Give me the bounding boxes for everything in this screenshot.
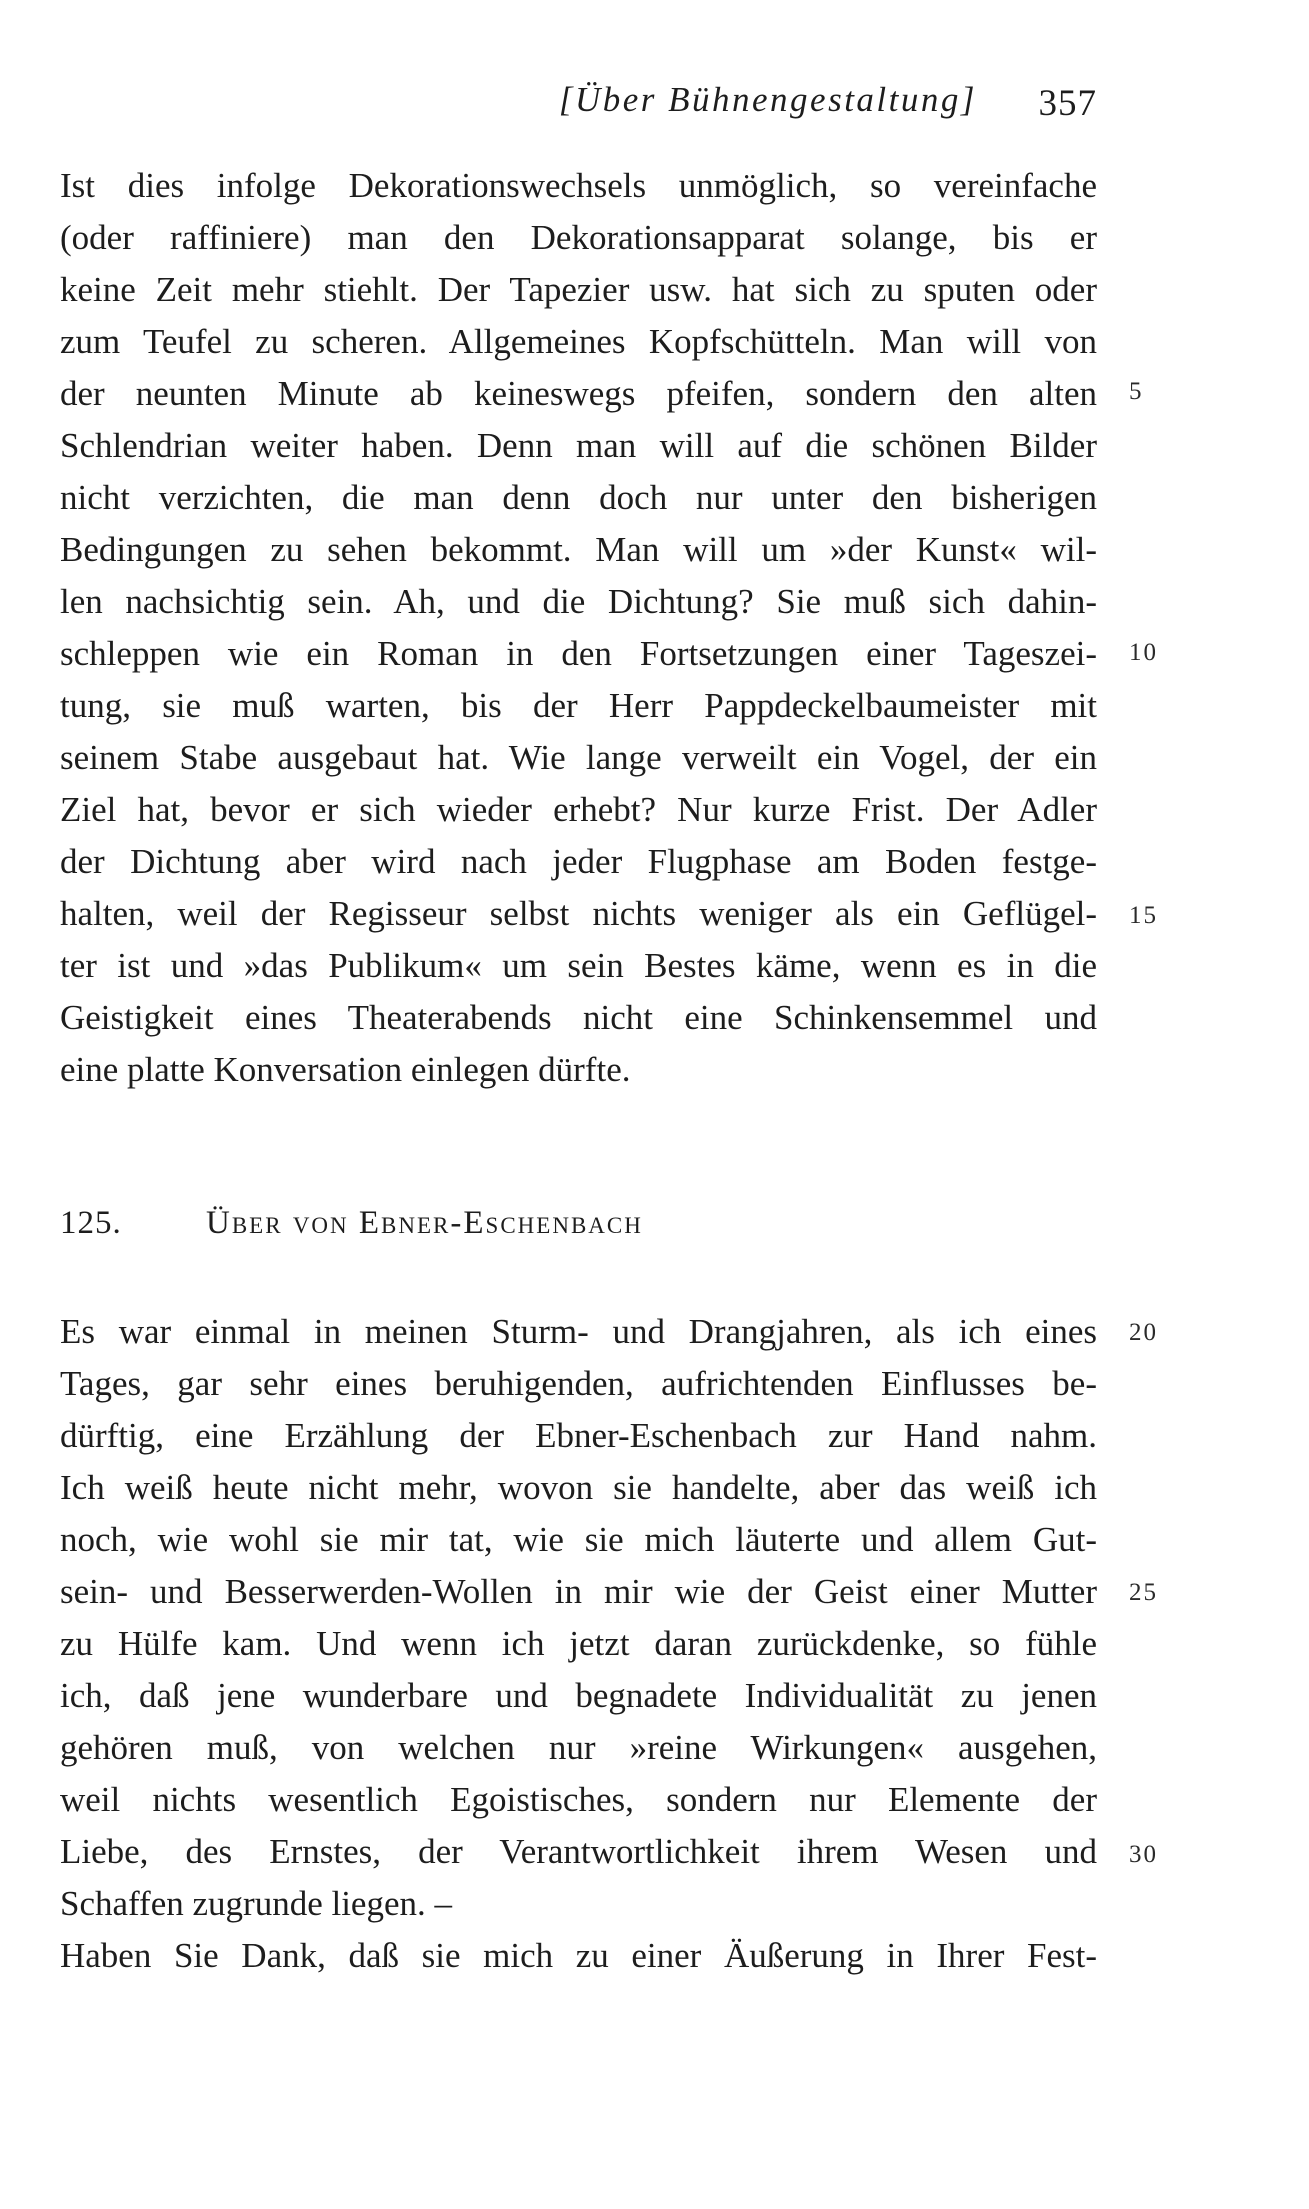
section-heading: [60, 1198, 1097, 1248]
text-line: Tages, gar sehr eines beruhigenden, aufrichtenden Einflusses be-: [60, 1364, 1097, 1403]
text-line: eine platte Konversation einlegen dürfte.: [60, 1050, 631, 1089]
margin-line-number: 25: [1129, 1579, 1158, 1606]
text-line: nicht verzichten, die man denn doch nur unter den bisherigen: [60, 478, 1097, 517]
text-line: Schlendrian weiter haben. Denn man will auf die schönen Bilder: [60, 426, 1097, 465]
text-line: halten, weil der Regisseur selbst nichts weniger als ein Geflügel-: [60, 894, 1097, 933]
text-line: der Dichtung aber wird nach jeder Flugphase am Boden festge-: [60, 842, 1097, 881]
text-line: ter ist und »das Publikum« um sein Bestes käme, wenn es in die: [60, 946, 1097, 985]
running-head: [60, 78, 1097, 128]
text-line: Ziel hat, bevor er sich wieder erhebt? Nur kurze Frist. Der Adler: [60, 790, 1097, 829]
text-line: Es war einmal in meinen Sturm- und Drangjahren, als ich eines: [60, 1312, 1097, 1351]
text-line: zum Teufel zu scheren. Allgemeines Kopfschütteln. Man will von: [60, 322, 1097, 361]
margin-line-number: 15: [1129, 902, 1158, 929]
text-line: weil nichts wesentlich Egoistisches, sondern nur Elemente der: [60, 1780, 1097, 1819]
text-line: tung, sie muß warten, bis der Herr Pappdeckelbaumeister mit: [60, 686, 1097, 725]
margin-line-number: 10: [1129, 639, 1158, 666]
text-line: Haben Sie Dank, daß sie mich zu einer Äußerung in Ihrer Fest-: [60, 1936, 1097, 1975]
text-line: Geistigkeit eines Theaterabends nicht eine Schinkensemmel und: [60, 998, 1097, 1037]
text-line: seinem Stabe ausgebaut hat. Wie lange verweilt ein Vogel, der ein: [60, 738, 1097, 777]
section-title: Über von Ebner-Eschenbach: [206, 1205, 643, 1241]
text-line: der neunten Minute ab keineswegs pfeifen, sondern den alten: [60, 374, 1097, 413]
margin-line-number: 20: [1129, 1319, 1158, 1346]
text-line: Ist dies infolge Dekorationswechsels unmöglich, so vereinfache: [60, 166, 1097, 205]
text-line: zu Hülfe kam. Und wenn ich jetzt daran zurückdenke, so fühle: [60, 1624, 1097, 1663]
passage-ebner-eschenbach: [60, 1306, 1097, 1982]
section-number: 125.: [60, 1205, 122, 1241]
text-line: dürftig, eine Erzählung der Ebner-Eschenbach zur Hand nahm.: [60, 1416, 1097, 1455]
running-title: [Über Bühnengestaltung]: [558, 80, 977, 119]
passage-stage-design: [60, 160, 1097, 1096]
text-line: Schaffen zugrunde liegen. –: [60, 1884, 452, 1923]
margin-line-number: 5: [1129, 378, 1144, 405]
text-line: ich, daß jene wunderbare und begnadete Individualität zu jenen: [60, 1676, 1097, 1715]
text-line: len nachsichtig sein. Ah, und die Dichtung? Sie muß sich dahin-: [60, 582, 1097, 621]
text-line: noch, wie wohl sie mir tat, wie sie mich läuterte und allem Gut-: [60, 1520, 1097, 1559]
text-line: Bedingungen zu sehen bekommt. Man will um »der Kunst« wil-: [60, 530, 1097, 569]
text-line: Ich weiß heute nicht mehr, wovon sie handelte, aber das weiß ich: [60, 1468, 1097, 1507]
text-line: sein- und Besserwerden-Wollen in mir wie der Geist einer Mutter: [60, 1572, 1097, 1611]
text-line: (oder raffiniere) man den Dekorationsapparat solange, bis er: [60, 218, 1097, 257]
text-line: schleppen wie ein Roman in den Fortsetzungen einer Tageszei-: [60, 634, 1097, 673]
page-number: 357: [1038, 83, 1097, 124]
text-line: Liebe, des Ernstes, der Verantwortlichkeit ihrem Wesen und: [60, 1832, 1097, 1871]
margin-line-number: 30: [1129, 1841, 1158, 1868]
text-line: keine Zeit mehr stiehlt. Der Tapezier usw. hat sich zu sputen oder: [60, 270, 1097, 309]
text-line: gehören muß, von welchen nur »reine Wirkungen« ausgehen,: [60, 1728, 1097, 1767]
